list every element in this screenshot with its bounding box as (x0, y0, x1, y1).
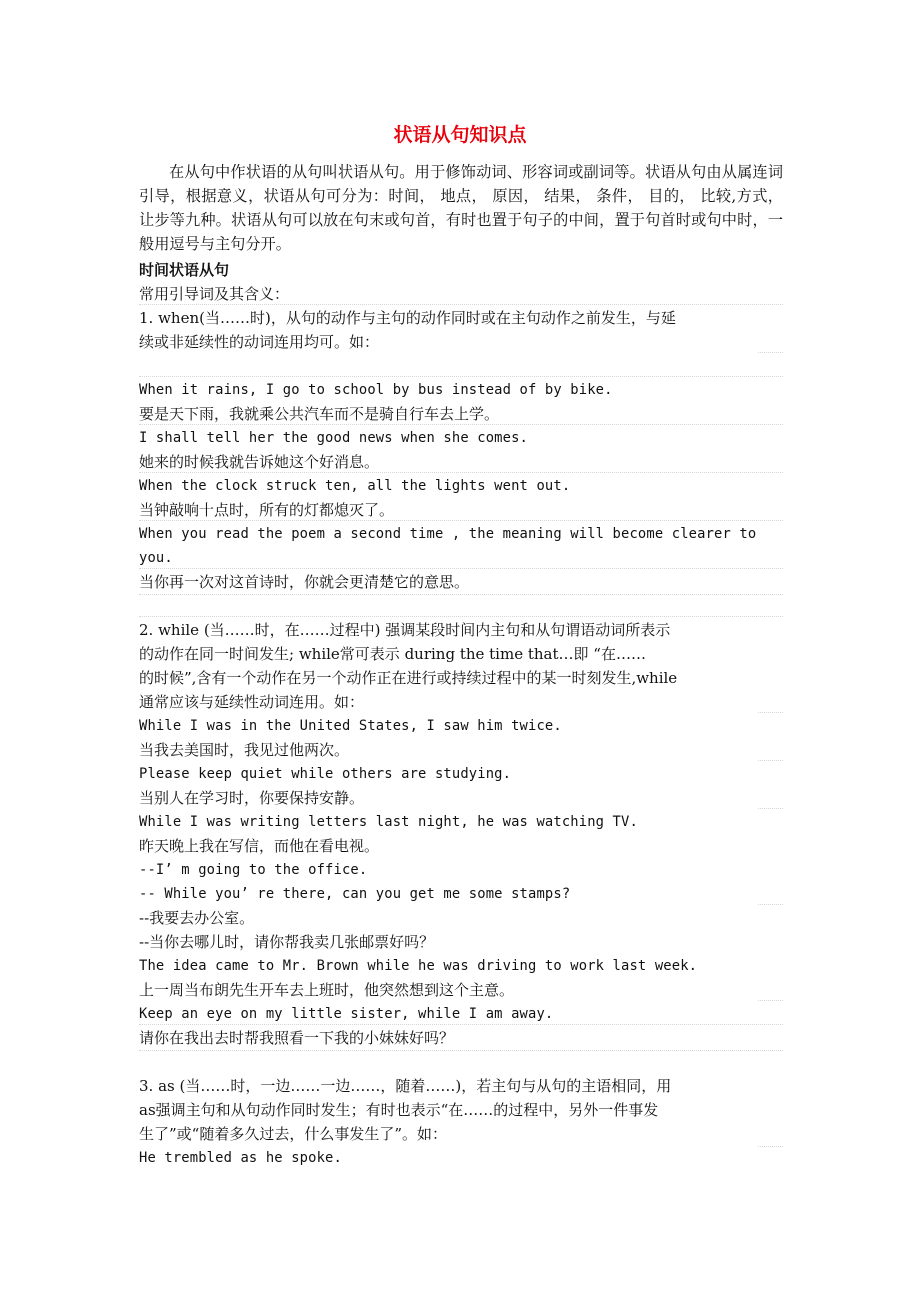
ruling-line (758, 1146, 783, 1147)
text-line: --我要去办公室。 (139, 909, 255, 927)
ruling-line (139, 594, 783, 595)
intro-paragraph: 在从句中作状语的从句叫状语从句。用于修饰动词、形容词或副词等。状语从句由从属连词引导，根据意义，状语从句可分为：时间， 地点， 原因， 结果， 条件， 目的， 比较,方式， 让步等九种。状语从句可以放在句末或句首，有时也置于句子的中间，置于句首时或句中时，一般用逗号与主句分开。 (139, 163, 783, 253)
ruling-line (758, 904, 783, 905)
text-line: you. (139, 550, 173, 566)
text-line: 续或非延续性的动词连用均可。如： (139, 333, 380, 351)
ruling-line (139, 424, 783, 425)
text-line: 她来的时候我就告诉她这个好消息。 (139, 453, 380, 471)
ruling-line (139, 568, 783, 569)
text-line: While I was writing letters last night, he was watching TV. (139, 814, 638, 830)
ruling-line (139, 472, 783, 473)
text-line: While I was in the United States, I saw him twice. (139, 718, 562, 734)
ruling-line (139, 304, 783, 305)
text-line: 的时候”,含有一个动作在另一个动作正在进行或持续过程中的某一时刻发生,while (139, 669, 678, 687)
text-line: I shall tell her the good news when she comes. (139, 430, 528, 446)
ruling-line (758, 352, 783, 353)
ruling-line (758, 712, 783, 713)
ruling-line (758, 1000, 783, 1001)
text-line: -- While you’ re there, can you get me some stamps? (139, 886, 571, 902)
ruling-line (139, 376, 783, 377)
page-title: 状语从句知识点 (393, 124, 527, 146)
text-line: 当你再一次对这首诗时，你就会更清楚它的意思。 (139, 573, 470, 591)
text-line: 上一周当布朗先生开车去上班时，他突然想到这个主意。 (139, 981, 515, 999)
text-line: 的动作在同一时间发生; while常可表示 during the time that…即 “在…… (139, 645, 646, 663)
text-line: 当别人在学习时，你要保持安静。 (139, 789, 365, 807)
text-line: Keep an eye on my little sister, while I am away. (139, 1006, 554, 1022)
text-line: --当你去哪儿时，请你帮我卖几张邮票好吗？ (139, 933, 435, 951)
text-line: The idea came to Mr. Brown while he was driving to work last week. (139, 958, 698, 974)
text-line: --I’ m going to the office. (139, 862, 368, 878)
text-line: 当我去美国时，我见过他两次。 (139, 741, 350, 759)
text-line: 昨天晚上我在写信，而他在看电视。 (139, 837, 380, 855)
text-line: He trembled as he spoke. (139, 1150, 342, 1166)
text-line: 生了”或“随着多久过去，什么事发生了”。如： (139, 1125, 448, 1143)
section-heading: 时间状语从句 (139, 261, 230, 279)
text-line: When the clock struck ten, all the lights went out. (139, 478, 571, 494)
text-line: Please keep quiet while others are studying. (139, 766, 512, 782)
text-line: 请你在我出去时帮我照看一下我的小妹妹好吗？ (139, 1029, 455, 1047)
ruling-line (758, 760, 783, 761)
ruling-line (139, 1050, 783, 1051)
text-line: as强调主句和从句动作同时发生；有时也表示“在……的过程中，另外一件事发 (139, 1101, 659, 1119)
text-line: 要是天下雨，我就乘公共汽车而不是骑自行车去上学。 (139, 405, 500, 423)
text-line: 通常应该与延续性动词连用。如： (139, 693, 365, 711)
text-line: When it rains, I go to school by bus instead of by bike. (139, 382, 613, 398)
ruling-line (139, 616, 783, 617)
text-line: 当钟敲响十点时，所有的灯都熄灭了。 (139, 501, 395, 519)
text-line: 3. as (当……时，一边……一边……，随着……)，若主句与从句的主语相同，用 (139, 1077, 672, 1095)
subheading: 常用引导词及其含义： (139, 285, 290, 303)
ruling-line (139, 520, 783, 521)
text-line: 2. while (当……时，在……过程中) 强调某段时间内主句和从句谓语动词所表示 (139, 621, 671, 639)
text-line: 1. when(当……时)，从句的动作与主句的动作同时或在主句动作之前发生，与延 (139, 309, 676, 327)
ruling-line (139, 1024, 783, 1025)
text-line: When you read the poem a second time , the meaning will become clearer to (139, 526, 757, 542)
ruling-line (758, 808, 783, 809)
